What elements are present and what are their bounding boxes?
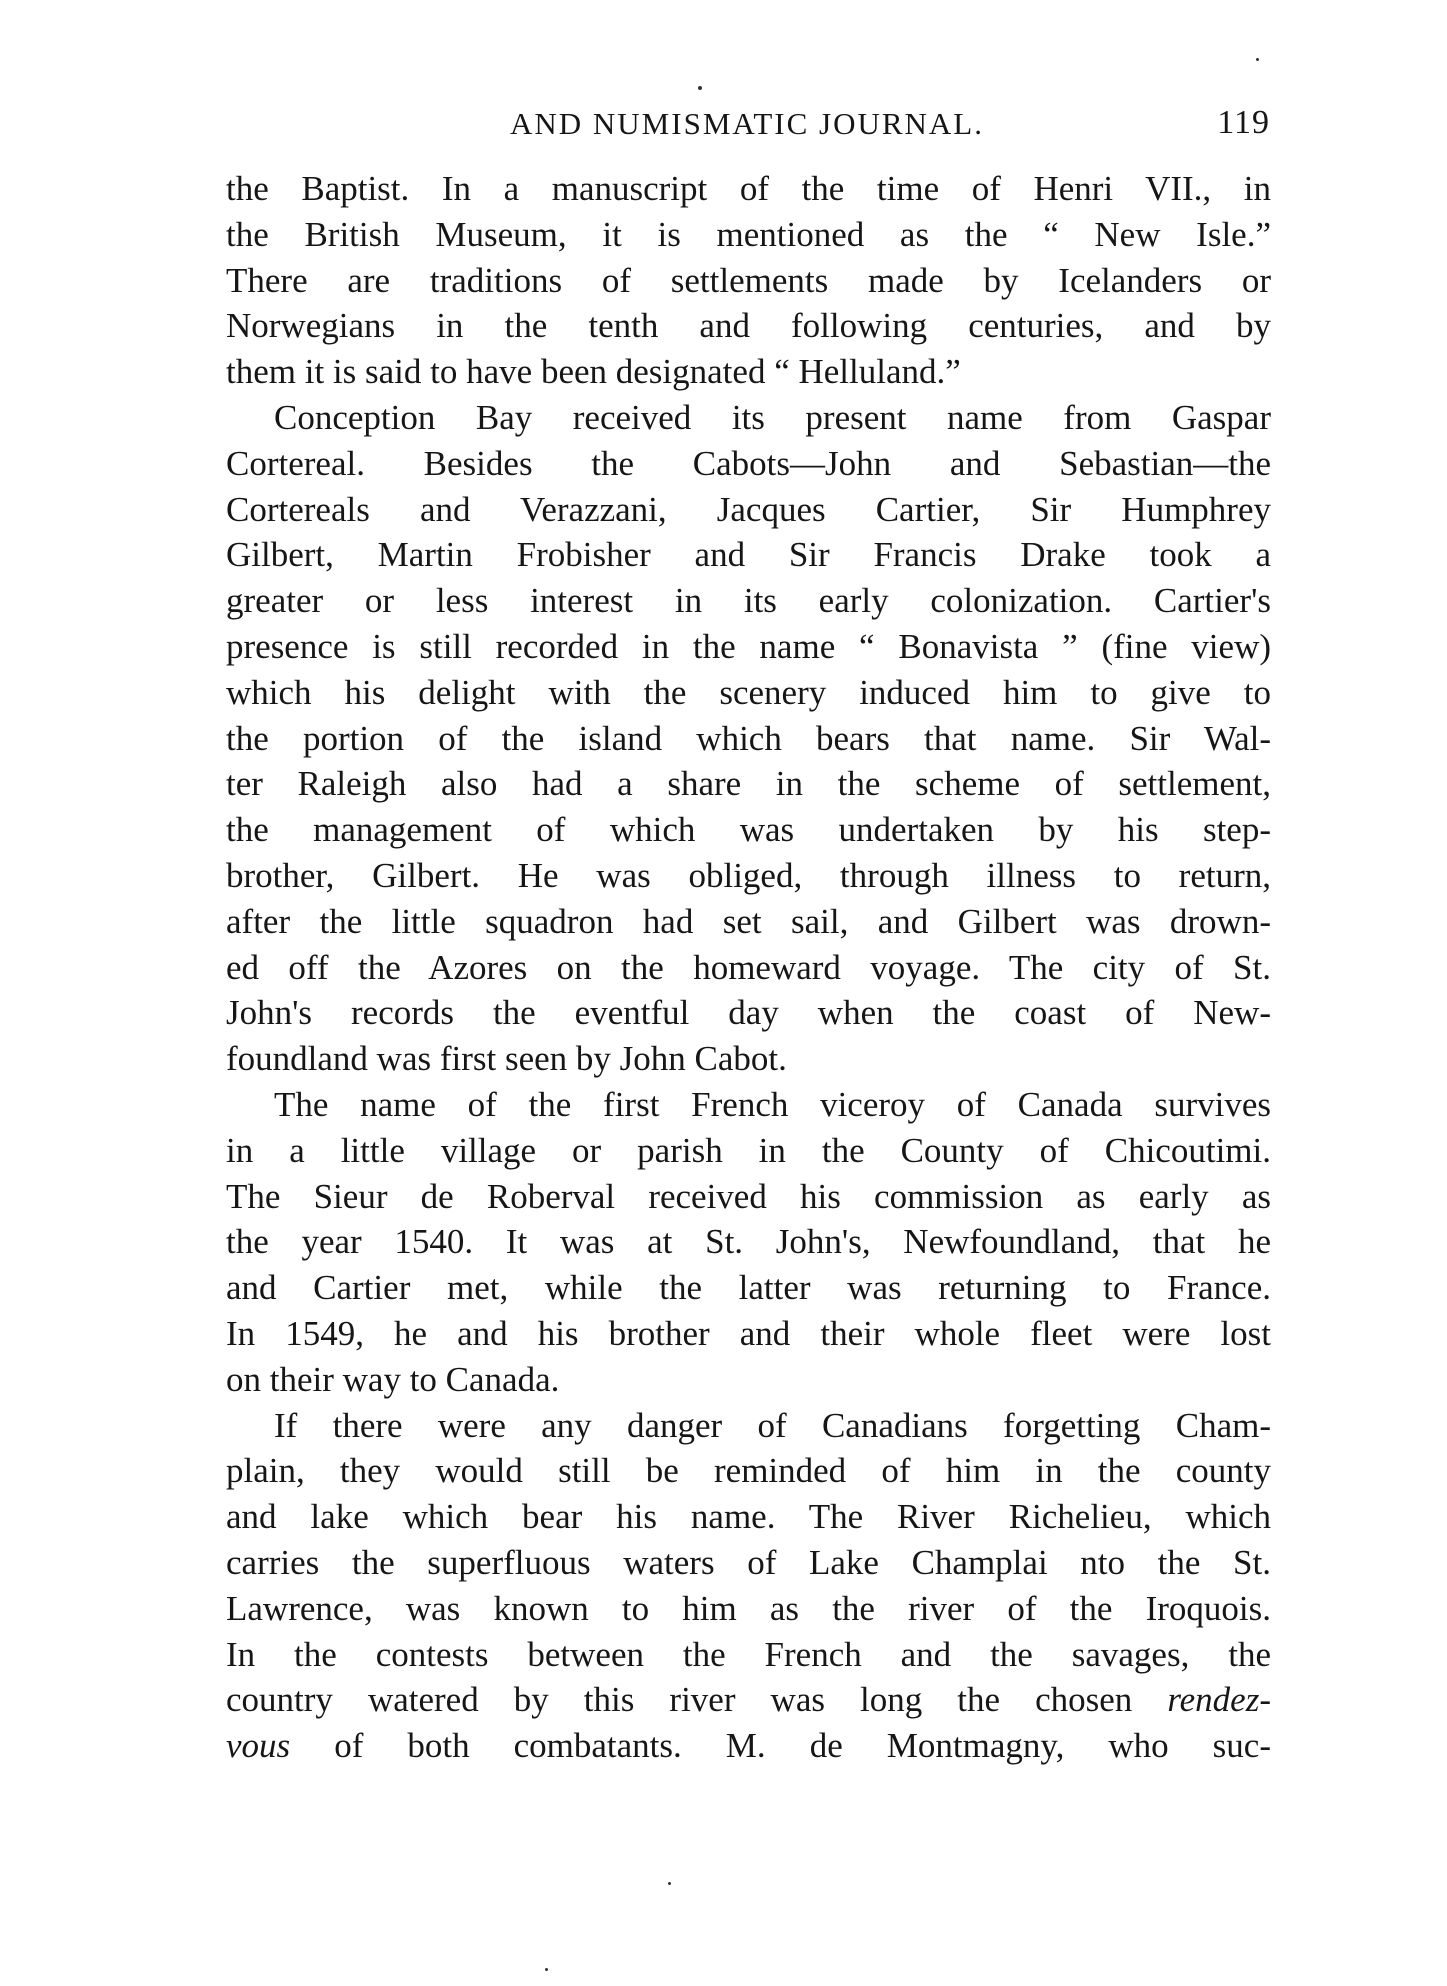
- text-line: Conception Bay received its present name from Gaspar: [274, 397, 1271, 437]
- text-line: plain, they would still be reminded of him in the county: [226, 1451, 1271, 1491]
- text-line: after the little squadron had set sail, and Gilbert was drown-: [226, 901, 1271, 941]
- italic-word: rendez-: [1167, 1680, 1271, 1720]
- text-line: brother, Gilbert. He was obliged, through illness to return,: [226, 855, 1271, 895]
- text-line: John's records the eventful day when the coast of New-: [226, 993, 1271, 1033]
- bottom-speck-dot-2: [545, 1968, 548, 1971]
- text-line: the portion of the island which bears that name. Sir Wal-: [226, 718, 1271, 758]
- running-head: AND NUMISMATIC JOURNAL.: [510, 106, 984, 141]
- top-speck-dot: [698, 86, 702, 90]
- text-line: The Sieur de Roberval received his commission as early as: [226, 1176, 1271, 1216]
- body-text: [226, 166, 1271, 1769]
- text-line: which his delight with the scenery induced him to give to: [226, 672, 1271, 712]
- text-line: In 1549, he and his brother and their whole fleet were lost: [226, 1313, 1271, 1353]
- italic-word: vous: [226, 1726, 291, 1766]
- text-line: the Baptist. In a manuscript of the time of Henri VII., in: [226, 169, 1271, 208]
- text-line: the British Museum, it is mentioned as the “ New Isle.”: [226, 214, 1271, 254]
- text-line: There are traditions of settlements made by Icelanders or: [226, 260, 1271, 300]
- text-line: If there were any danger of Canadians forgetting Cham-: [274, 1405, 1271, 1445]
- text-line: the year 1540. It was at St. John's, Newfoundland, that he: [226, 1222, 1271, 1262]
- text-line: on their way to Canada.: [226, 1359, 560, 1399]
- text-line: presence is still recorded in the name “ Bonavista ” (fine view): [226, 626, 1271, 666]
- text-line: and lake which bear his name. The River Richelieu, which: [226, 1497, 1271, 1537]
- text-fragment: country watered by this river was long the chosen: [226, 1680, 1133, 1720]
- text-line: The name of the first French viceroy of Canada survives: [274, 1084, 1271, 1124]
- text-line: the management of which was undertaken by his step-: [226, 810, 1271, 850]
- text-line: foundland was first seen by John Cabot.: [226, 1039, 787, 1079]
- text-line: Cortereal. Besides the Cabots—John and Sebastian—the: [226, 443, 1271, 483]
- page-header: [225, 106, 1270, 150]
- text-line: ed off the Azores on the homeward voyage. The city of St.: [226, 947, 1271, 987]
- text-line: greater or less interest in its early colonization. Cartier's: [226, 581, 1271, 621]
- top-right-speck-dot: [1256, 58, 1259, 61]
- text-line: Norwegians in the tenth and following centuries, and by: [226, 306, 1271, 346]
- page-number: 119: [1217, 104, 1270, 141]
- text-line: carries the superfluous waters of Lake Champlai nto the St.: [226, 1542, 1271, 1582]
- text-line-with-italic: [226, 1723, 1271, 1769]
- text-line: them it is said to have been designated “ Helluland.”: [226, 352, 961, 392]
- text-fragment: of both combatants. M. de Montmagny, who suc-: [334, 1726, 1271, 1766]
- text-line: ter Raleigh also had a share in the scheme of settlement,: [226, 764, 1271, 804]
- bottom-speck-dot: [668, 1882, 671, 1885]
- text-line: In the contests between the French and the savages, the: [226, 1634, 1271, 1674]
- text-line: in a little village or parish in the County of Chicoutimi.: [226, 1130, 1271, 1170]
- text-line: Gilbert, Martin Frobisher and Sir Francis Drake took a: [226, 535, 1271, 575]
- text-line: Lawrence, was known to him as the river of the Iroquois.: [226, 1588, 1271, 1628]
- text-line-with-italic: [226, 1677, 1271, 1723]
- text-line: and Cartier met, while the latter was returning to France.: [226, 1268, 1271, 1308]
- text-line: Cortereals and Verazzani, Jacques Cartier, Sir Humphrey: [226, 489, 1271, 529]
